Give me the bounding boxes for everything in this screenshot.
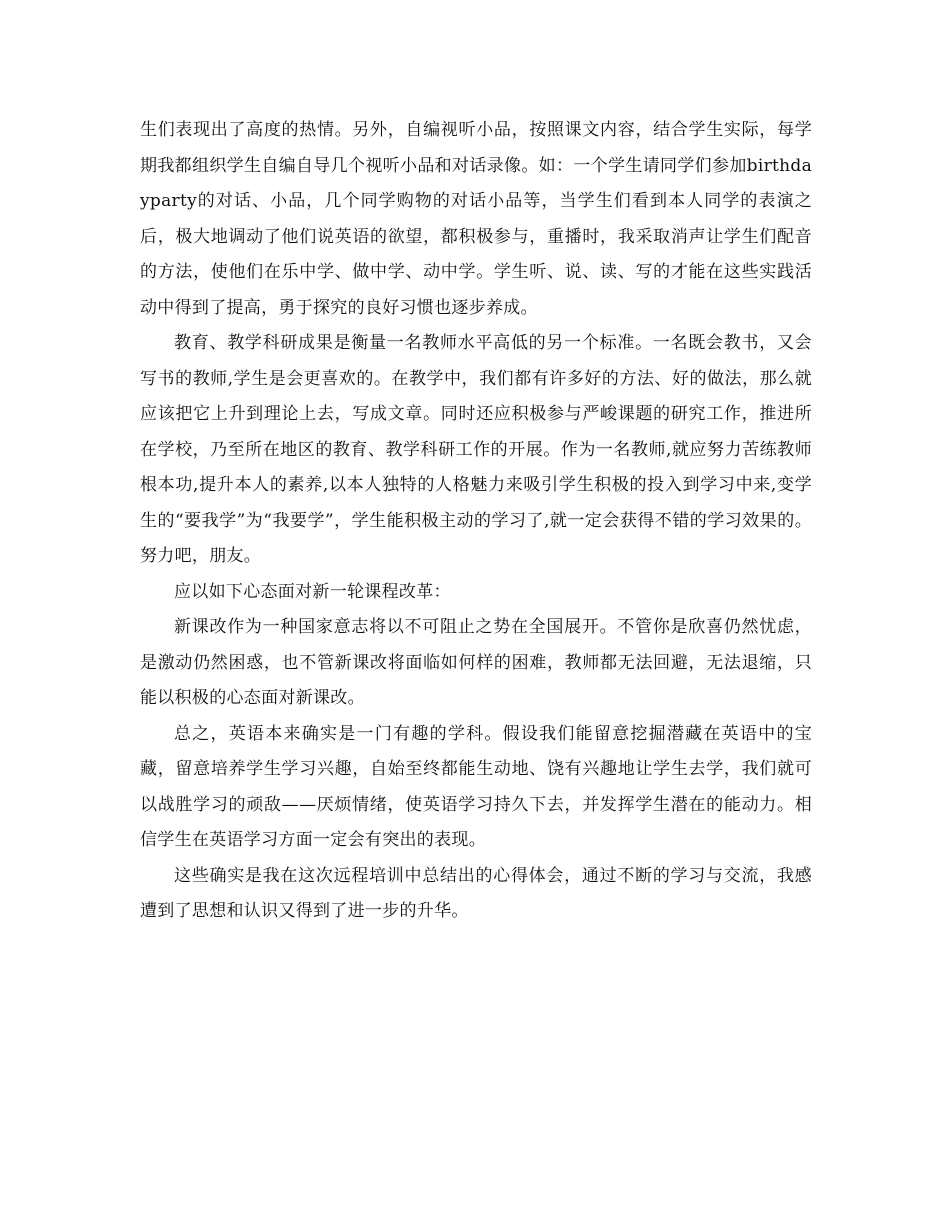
paragraph-5: 总之，英语本来确实是一门有趣的学科。假设我们能留意挖掘潜藏在英语中的宝藏，留意培养学生学习兴趣，自始至终都能生动地、饶有兴趣地让学生去学，我们就可以战胜学习的顽敌——厌烦情绪，使英语学习持久下去，并发挥学生潜在的能动力。相信学生在英语学习方面一定会有突出的表现。 [140, 723, 812, 850]
paragraph-2: 教育、教学科研成果是衡量一名教师水平高低的另一个标准。一名既会教书，又会写书的教师,学生是会更喜欢的。在教学中，我们都有许多好的方法、好的做法，那么就应该把它上升到理论上去，写成文章。同时还应积极参与严峻课题的研究工作，推进所在学校，乃至所在地区的教育、教学科研工作的开展。作为一名教师,就应努力苦练教师根本功,提升本人的素养,以本人独特的人格魅力来吸引学生积极的投入到学习中来,变学生的“要我学”为“我要学”，学生能积极主动的学习了,就一定会获得不错的学习效果的。努力吧，朋友。 [140, 333, 812, 566]
paragraph-4: 新课改作为一种国家意志将以不可阻止之势在全国展开。不管你是欣喜仍然忧虑，是激动仍然困惑，也不管新课改将面临如何样的困难，教师都无法回避，无法退缩，只能以积极的心态面对新课改。 [140, 617, 812, 708]
paragraph-1: 生们表现出了高度的热情。另外，自编视听小品，按照课文内容，结合学生实际，每学期我都组织学生自编自导几个视听小品和对话录像。如：一个学生请同学们参加birthdayparty的对话、小品，几个同学购物的对话小品等，当学生们看到本人同学的表演之后，极大地调动了他们说英语的欲望，都积极参与，重播时，我采取消声让学生们配音的方法，使他们在乐中学、做中学、动中学。学生听、说、读、写的才能在这些实践活动中得到了提高，勇于探究的良好习惯也逐步养成。 [140, 120, 812, 318]
document-body [140, 113, 812, 930]
paragraph-6: 这些确实是我在这次远程培训中总结出的心得体会，通过不断的学习与交流，我感遭到了思想和认识又得到了进一步的升华。 [140, 865, 812, 921]
paragraph-3: 应以如下心态面对新一轮课程改革： [174, 581, 451, 602]
